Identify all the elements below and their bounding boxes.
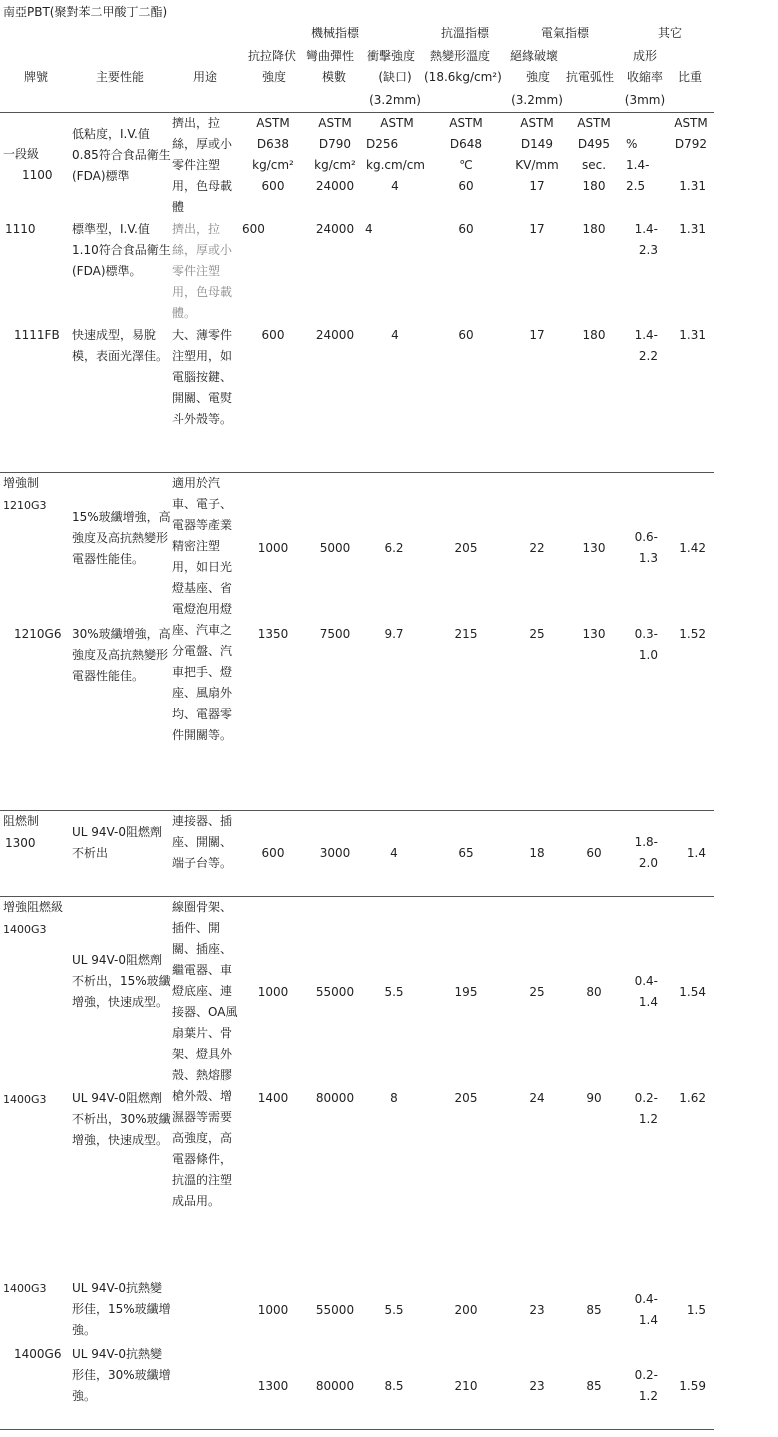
flexural: 80000 [315, 1379, 355, 1393]
grade: 1400G3 [3, 1093, 47, 1106]
impact: 9.7 [384, 627, 404, 641]
section-divider [0, 472, 714, 473]
shrink: 1.4-2.5 [626, 158, 650, 193]
hdt: 60 [458, 328, 474, 342]
hdt: 205 [454, 1091, 478, 1105]
dielectric: 22 [529, 541, 545, 555]
col-sg: 比重 [678, 70, 703, 84]
col-arc: 抗電弧性 [566, 70, 615, 84]
tensile: 1400 [257, 1091, 289, 1105]
tensile: 1000 [257, 1303, 289, 1317]
col-shrink-2: 收縮率 [626, 70, 663, 84]
impact: 4 [365, 222, 373, 236]
section-divider [0, 896, 714, 897]
impact: 4 [391, 179, 399, 193]
col-tensile-1: 抗拉降伏 [248, 49, 297, 63]
arc: 180 [582, 222, 606, 236]
col-dielectric-3: (3.2mm) [511, 93, 563, 107]
flexural: 3000 [319, 846, 351, 860]
features: UL 94V-0阻燃劑不析出 [72, 825, 163, 860]
hdt: 60 [458, 179, 474, 193]
hdt: 65 [458, 846, 474, 860]
sg: 1.31 [679, 179, 706, 193]
usage: 擠出，拉絲，厚或小零件注塑用，色母載體。 [172, 222, 233, 320]
tensile: 1350 [257, 627, 289, 641]
features: 30%玻纖增強，高強度及高抗熱變形電器性能佳。 [72, 627, 171, 683]
flexural: 24000 [315, 328, 355, 342]
section-divider [0, 810, 714, 811]
flexural: 55000 [315, 985, 355, 999]
shrink: 0.2-1.2 [634, 1091, 658, 1126]
arc: 60 [586, 846, 602, 860]
features: 快速成型，易脫模，表面光澤佳。 [72, 328, 169, 363]
arc: 85 [586, 1303, 602, 1317]
dielectric: 17 [529, 222, 545, 236]
section-title: 增強制 [3, 476, 40, 490]
std-tensile: ASTM D638 kg/cm² [252, 116, 294, 172]
flexural: 24000 [315, 222, 355, 236]
arc: 90 [586, 1091, 602, 1105]
col-flexural-1: 彎曲彈性 [306, 49, 355, 63]
grade: 1210G3 [3, 499, 47, 512]
dielectric: 24 [529, 1091, 545, 1105]
shrink: 0.4-1.4 [634, 1292, 658, 1327]
sg: 1.54 [679, 985, 706, 999]
impact: 8.5 [384, 1379, 404, 1393]
page-title: 南亞PBT(聚對苯二甲酸丁二酯) [3, 5, 168, 19]
flexural: 5000 [319, 541, 351, 555]
features: 15%玻纖增強，高強度及高抗熱變形電器性能佳。 [72, 510, 171, 566]
table-bottom-border [0, 1429, 714, 1430]
grade: 1400G6 [14, 1347, 62, 1361]
hdt: 215 [454, 627, 478, 641]
hdt: 195 [454, 985, 478, 999]
arc: 180 [582, 328, 606, 342]
group-thermal: 抗溫指標 [440, 26, 489, 40]
shrink: 1.8-2.0 [634, 835, 658, 870]
col-impact-2: (缺口) [378, 70, 412, 84]
std-shrink: % [626, 137, 638, 151]
features: UL 94V-0抗熱變形佳，15%玻纖增強。 [72, 1281, 171, 1337]
impact: 4 [391, 328, 399, 342]
grade: 1110 [5, 222, 36, 236]
sg: 1.31 [679, 328, 706, 342]
tensile: 1300 [257, 1379, 289, 1393]
hdt: 210 [454, 1379, 478, 1393]
col-shrink-1: 成形 [632, 49, 657, 63]
dielectric: 18 [529, 846, 545, 860]
features: UL 94V-0抗熱變形佳，30%玻纖增強。 [72, 1347, 171, 1403]
col-dielectric-1: 絕緣破壞 [510, 49, 559, 63]
col-flexural-2: 模數 [321, 70, 346, 84]
arc: 130 [582, 541, 606, 555]
sg: 1.62 [679, 1091, 706, 1105]
features: UL 94V-0阻燃劑不析出，30%玻纖增強，快速成型。 [72, 1091, 171, 1147]
grade: 1111FB [14, 328, 60, 342]
shrink: 1.4-2.2 [634, 328, 658, 363]
col-hdt-1: 熱變形溫度 [430, 49, 491, 63]
dielectric: 25 [529, 627, 545, 641]
impact: 5.5 [384, 1303, 404, 1317]
usage: 大、薄零件注塑用，如電腦按鍵、開關、電熨斗外殼等。 [172, 328, 233, 426]
section-title: 增強阻燃級 [3, 900, 64, 914]
hdt: 205 [454, 541, 478, 555]
impact: 8 [390, 1091, 398, 1105]
col-grade: 牌號 [24, 70, 49, 84]
impact: 6.2 [384, 541, 404, 555]
usage: 擠出，拉絲，厚或小零件注塑用，色母載體 [172, 116, 233, 214]
grade: 1300 [5, 836, 36, 850]
std-dielectric: ASTM D149 KV/mm [515, 116, 559, 172]
section-title: 一段級 [3, 147, 40, 161]
flexural: 55000 [315, 1303, 355, 1317]
arc: 130 [582, 627, 606, 641]
col-tensile-2: 強度 [261, 70, 286, 84]
col-dielectric-2: 強度 [525, 70, 550, 84]
dielectric: 23 [529, 1303, 545, 1317]
dielectric: 25 [529, 985, 545, 999]
col-impact-1: 衝擊強度 [367, 49, 416, 63]
section-title: 阻燃制 [3, 814, 40, 828]
std-flexural: ASTM D790 kg/cm² [314, 116, 356, 172]
col-features: 主要性能 [96, 70, 145, 84]
group-electrical: 電氣指標 [540, 26, 589, 40]
std-hdt: ASTM D648 ℃ [449, 116, 483, 172]
usage: 適用於汽車、電子、電器等產業精密注塑用，如日光燈基座、省電燈泡用燈座、汽車之分電盤、汽車把手、燈座、風扇外均、電器零件開關等。 [172, 476, 233, 742]
tensile: 600 [242, 222, 265, 236]
grade: 1400G3 [3, 1282, 47, 1295]
sg: 1.31 [679, 222, 706, 236]
group-mechanical: 機械指標 [310, 26, 359, 40]
shrink: 0.6-1.3 [634, 530, 658, 565]
col-shrink-3: (3mm) [624, 93, 666, 107]
std-sg: ASTM D792 [674, 116, 708, 151]
tensile: 600 [261, 846, 285, 860]
arc: 80 [586, 985, 602, 999]
flexural: 24000 [315, 179, 355, 193]
hdt: 200 [454, 1303, 478, 1317]
tensile: 1000 [257, 985, 289, 999]
std-impact: ASTM D256 kg.cm/cm [366, 116, 425, 172]
flexural: 80000 [315, 1091, 355, 1105]
std-arc: ASTM D495 sec. [577, 116, 611, 172]
sg: 1.42 [679, 541, 706, 555]
grade: 1100 [22, 168, 53, 182]
grade: 1210G6 [14, 627, 62, 641]
dielectric: 17 [529, 179, 545, 193]
sg: 1.59 [679, 1379, 706, 1393]
usage: 連接器、插座、開關、端子台等。 [172, 814, 233, 870]
dielectric: 23 [529, 1379, 545, 1393]
features: 低粘度，I.V.值0.85符合食品衛生(FDA)標準 [72, 127, 171, 183]
shrink: 0.3-1.0 [634, 627, 658, 662]
sg: 1.52 [679, 627, 706, 641]
col-impact-3: (3.2mm) [369, 93, 421, 107]
shrink: 1.4-2.3 [634, 222, 658, 257]
shrink: 0.2-1.2 [634, 1368, 658, 1403]
hdt: 60 [458, 222, 474, 236]
sg: 1.4 [686, 846, 706, 860]
features: 標準型，I.V.值1.10符合食品衛生(FDA)標準。 [72, 222, 171, 278]
arc: 85 [586, 1379, 602, 1393]
arc: 180 [582, 179, 606, 193]
impact: 5.5 [384, 985, 404, 999]
col-usage: 用途 [193, 70, 218, 84]
tensile: 1000 [257, 541, 289, 555]
tensile: 600 [261, 179, 285, 193]
features: UL 94V-0阻燃劑不析出，15%玻纖增強，快速成型。 [72, 953, 171, 1009]
impact: 4 [390, 846, 398, 860]
dielectric: 17 [529, 328, 545, 342]
grade: 1400G3 [3, 923, 47, 936]
shrink: 0.4-1.4 [634, 974, 658, 1009]
flexural: 7500 [319, 627, 351, 641]
group-other: 其它 [657, 26, 682, 40]
usage: 線圈骨架、插件、開關、插座、繼電器、車燈底座、連接器、OA風扇葉片、骨架、燈具外殼、熱熔膠槍外殼、增濕器等需要高強度，高電器條件，抗溫的注塑成品用。 [172, 900, 238, 1208]
col-hdt-2: (18.6kg/cm²) [424, 70, 502, 84]
tensile: 600 [261, 328, 285, 342]
sg: 1.5 [686, 1303, 706, 1317]
